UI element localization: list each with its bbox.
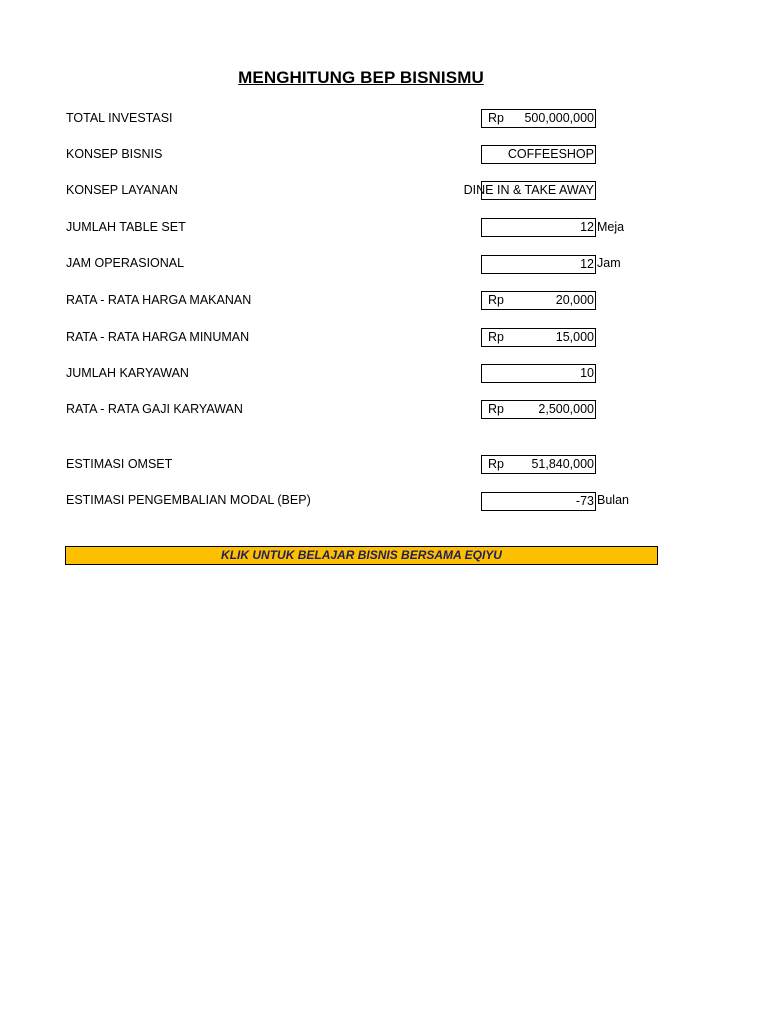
label-total-investasi: TOTAL INVESTASI xyxy=(66,111,173,125)
cell-value: 10 xyxy=(580,366,594,380)
page-title: MENGHITUNG BEP BISNISMU xyxy=(238,68,484,87)
label-harga-makanan: RATA - RATA HARGA MAKANAN xyxy=(66,293,252,307)
input-total-investasi[interactable] xyxy=(481,109,596,128)
label-jam-operasional: JAM OPERASIONAL xyxy=(66,256,185,270)
currency-label: Rp xyxy=(488,293,504,307)
input-konsep-layanan[interactable] xyxy=(463,181,596,200)
input-jumlah-karyawan[interactable] xyxy=(481,364,596,383)
unit-meja: Meja xyxy=(597,220,625,234)
cell-value: -73 xyxy=(575,494,594,508)
label-jumlah-karyawan: JUMLAH KARYAWAN xyxy=(66,366,189,380)
currency-label: Rp xyxy=(488,402,504,416)
cell-value: COFFEESHOP xyxy=(507,147,594,161)
cell-value: 2,500,000 xyxy=(538,402,594,416)
label-jumlah-table-set: JUMLAH TABLE SET xyxy=(66,220,186,234)
currency-label: Rp xyxy=(488,457,504,471)
unit-bulan: Bulan xyxy=(597,493,629,507)
currency-label: Rp xyxy=(488,111,504,125)
input-jam-operasional[interactable] xyxy=(481,255,596,274)
cta-link-button[interactable]: KLIK UNTUK BELAJAR BISNIS BERSAMA EQIYU xyxy=(65,546,658,565)
label-harga-minuman: RATA - RATA HARGA MINUMAN xyxy=(66,330,250,344)
cell-value: 500,000,000 xyxy=(524,111,594,125)
input-harga-minuman[interactable] xyxy=(481,328,596,347)
cell-value: 12 xyxy=(580,257,594,271)
label-konsep-layanan: KONSEP LAYANAN xyxy=(66,183,178,197)
label-konsep-bisnis: KONSEP BISNIS xyxy=(66,147,163,161)
cell-value: 51,840,000 xyxy=(531,457,594,471)
input-jumlah-table-set[interactable] xyxy=(481,218,596,237)
output-estimasi-bep xyxy=(481,492,596,511)
cell-value: 12 xyxy=(580,220,594,234)
label-estimasi-omset: ESTIMASI OMSET xyxy=(66,457,173,471)
input-harga-makanan[interactable] xyxy=(481,291,596,310)
cell-value: DINE IN & TAKE AWAY xyxy=(463,183,594,197)
label-gaji-karyawan: RATA - RATA GAJI KARYAWAN xyxy=(66,402,243,416)
input-gaji-karyawan[interactable] xyxy=(481,400,596,419)
cell-value: 20,000 xyxy=(555,293,594,307)
unit-jam: Jam xyxy=(597,256,621,270)
output-estimasi-omset xyxy=(481,455,596,474)
label-estimasi-bep: ESTIMASI PENGEMBALIAN MODAL (BEP) xyxy=(66,493,311,507)
cell-value: 15,000 xyxy=(555,330,594,344)
input-konsep-bisnis[interactable] xyxy=(481,145,596,164)
currency-label: Rp xyxy=(488,330,504,344)
